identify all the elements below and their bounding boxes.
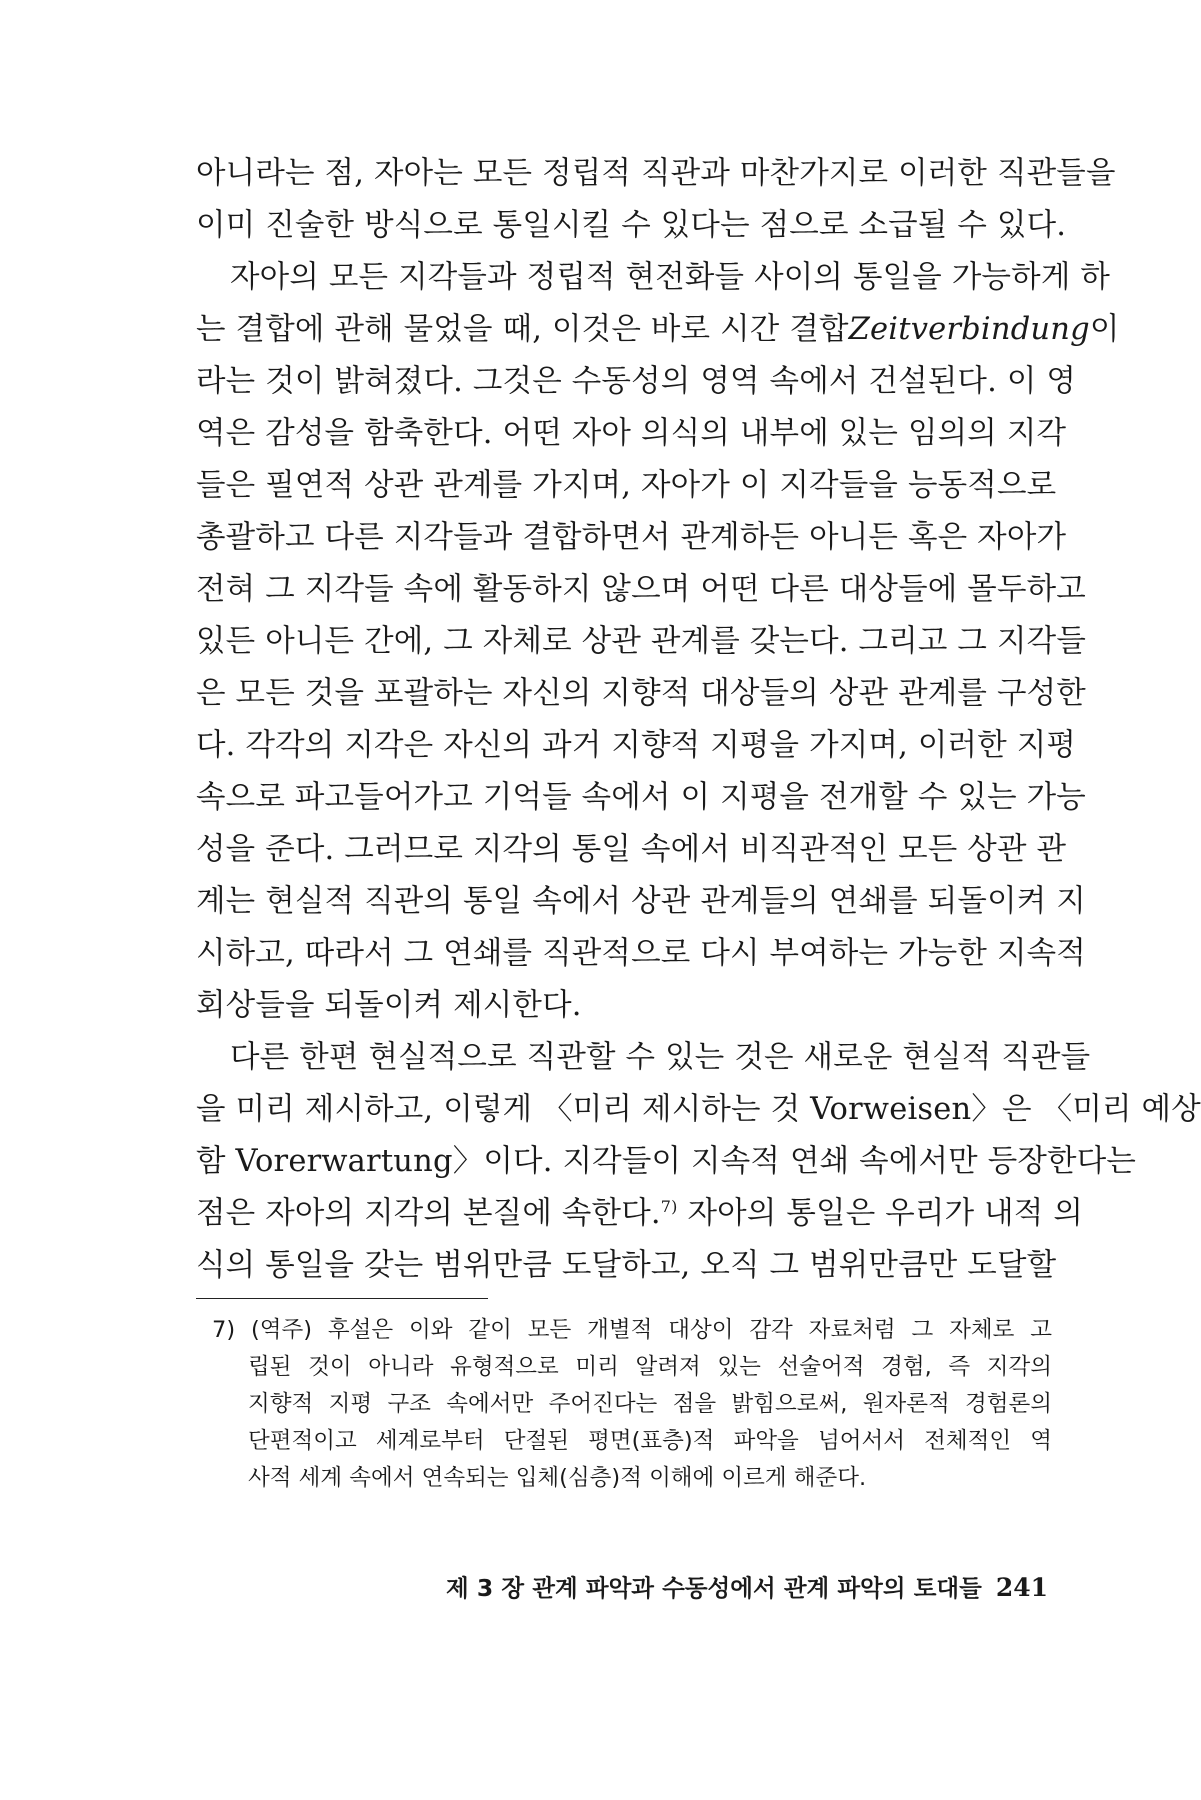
main-text-block — [196, 148, 1201, 1292]
footnote-separator — [196, 1298, 488, 1299]
text-line: 은 모든 것을 포괄하는 자신의 지향적 대상들의 상관 관계를 구성한 — [196, 676, 1086, 711]
german-term: Zeitverbindung — [848, 312, 1090, 347]
running-title: 제 3 장 관계 파악과 수동성에서 관계 파악의 토대들 — [445, 1574, 982, 1602]
text-run: 자아의 통일은 우리가 내적 의 — [677, 1196, 1084, 1231]
text-line: 있든 아니든 간에, 그 자체로 상관 관계를 갖는다. 그리고 그 지각들 — [196, 624, 1086, 659]
footnote-marker: 7) — [660, 1197, 678, 1216]
paragraph-start-line: 다른 한편 현실적으로 직관할 수 있는 것은 새로운 현실적 직관들 — [230, 1040, 1091, 1075]
footnote-line: 지향적 지평 구조 속에서만 주어진다는 점을 밝힘으로써, 원자론적 경험론의 — [248, 1391, 1052, 1417]
paragraph-start-line: 자아의 모든 지각들과 정립적 현전화들 사이의 통일을 가능하게 하 — [230, 260, 1111, 295]
text-line: 시하고, 따라서 그 연쇄를 직관적으로 다시 부여하는 가능한 지속적 — [196, 936, 1086, 971]
footnote-line: 7) (역주) 후설은 이와 같이 모든 개별적 대상이 감각 자료처럼 그 자체로 고 — [212, 1317, 1052, 1343]
text-line: 총괄하고 다른 지각들과 결합하면서 관계하든 아니든 혹은 자아가 — [196, 520, 1067, 555]
text-run: 이 — [1089, 312, 1120, 347]
text-line: 식의 통일을 갖는 범위만큼 도달하고, 오직 그 범위만큼만 도달할 — [196, 1248, 1057, 1283]
text-line — [196, 304, 1120, 356]
running-footer — [400, 1568, 1048, 1608]
page-number: 241 — [995, 1573, 1048, 1602]
text-line: 을 미리 제시하고, 이렇게 〈미리 제시하는 것 Vorweisen〉은 〈미리 예상 — [196, 1092, 1201, 1127]
text-line: 함 Vorerwartung〉이다. 지각들이 지속적 연쇄 속에서만 등장한다는 — [196, 1144, 1137, 1179]
text-line: 아니라는 점, 자아는 모든 정립적 직관과 마찬가지로 이러한 직관들을 — [196, 156, 1116, 191]
text-line: 다. 각각의 지각은 자신의 과거 지향적 지평을 가지며, 이러한 지평 — [196, 728, 1077, 763]
text-run: 점은 자아의 지각의 본질에 속한다. — [196, 1196, 661, 1231]
footnote-line: 단편적이고 세계로부터 단절된 평면(표층)적 파악을 넘어서서 전체적인 역 — [248, 1428, 1052, 1454]
text-line: 성을 준다. 그러므로 지각의 통일 속에서 비직관적인 모든 상관 관 — [196, 832, 1067, 867]
footnote-block — [212, 1312, 1052, 1497]
text-line: 속으로 파고들어가고 기억들 속에서 이 지평을 전개할 수 있는 가능 — [196, 780, 1086, 815]
text-line: 역은 감성을 함축한다. 어떤 자아 의식의 내부에 있는 임의의 지각 — [196, 416, 1067, 451]
text-line — [196, 1188, 1084, 1240]
paragraph-end-line: 이미 진술한 방식으로 통일시킬 수 있다는 점으로 소급될 수 있다. — [196, 208, 1067, 243]
footnote-line: 사적 세계 속에서 연속되는 입체(심층)적 이해에 이르게 해준다. — [248, 1465, 867, 1491]
text-line: 계는 현실적 직관의 통일 속에서 상관 관계들의 연쇄를 되돌이켜 지 — [196, 884, 1086, 919]
text-run: 는 결합에 관해 물었을 때, 이것은 바로 시간 결합 — [196, 312, 849, 347]
text-line: 들은 필연적 상관 관계를 가지며, 자아가 이 지각들을 능동적으로 — [196, 468, 1057, 503]
text-line: 라는 것이 밝혀졌다. 그것은 수동성의 영역 속에서 건설된다. 이 영 — [196, 364, 1077, 399]
paragraph-end-line: 회상들을 되돌이켜 제시한다. — [196, 988, 582, 1023]
footnote-line: 립된 것이 아니라 유형적으로 미리 알려져 있는 선술어적 경험, 즉 지각의 — [248, 1354, 1052, 1380]
text-line: 전혀 그 지각들 속에 활동하지 않으며 어떤 다른 대상들에 몰두하고 — [196, 572, 1086, 607]
